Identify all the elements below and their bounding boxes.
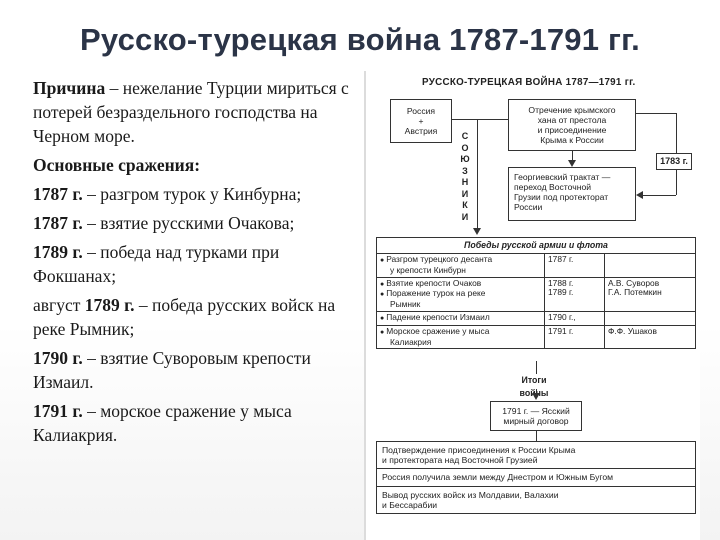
arrow-icon (532, 393, 540, 400)
treaty-box: 1791 г. — Ясский мирный договор (490, 401, 582, 431)
year-1783-box: 1783 г. (656, 153, 692, 170)
battle-item: 1790 г. – взятие Суворовым крепости Измаил. (33, 348, 311, 392)
text-column (33, 76, 363, 452)
results-label: Итоги войны (506, 374, 562, 389)
victories-table (376, 237, 696, 349)
cause-label: Причина (33, 78, 106, 98)
connector (636, 113, 676, 114)
connector (536, 431, 537, 441)
connector (642, 195, 676, 196)
outcome-item: Подтверждение присоединения к России Крыма и протектората над Восточной Грузией (377, 442, 695, 469)
arrow-icon (568, 160, 576, 167)
table-row: ● Морское сражение у мыса Калиакрия 1791 г. Ф.Ф. Ушаков (377, 326, 695, 349)
diagram-title: РУССКО-ТУРЕЦКАЯ ВОЙНА 1787—1791 гг. (422, 77, 636, 88)
battle-item: 1787 г. – разгром турок у Кинбурна; (33, 184, 302, 204)
outcomes-box (376, 441, 696, 514)
cause-text: – нежелание Турции мириться с потерей безраздельного господства на Черном море. (33, 78, 349, 146)
connector (676, 113, 677, 153)
connector (676, 170, 677, 195)
georgievsk-box: Георгиевский трактат — переход Восточной Грузии под протекторат России (508, 167, 636, 221)
battle-item: 1789 г. – победа над турками при Фокшанах; (33, 242, 280, 286)
war-diagram (364, 71, 700, 540)
table-row: ● Разгром турецкого десанта у крепости Кинбурн 1787 г. (377, 254, 695, 278)
arrow-icon (473, 228, 481, 235)
battle-item: август 1789 г. – победа русских войск на реке Рымник; (33, 295, 336, 339)
table-row: ● Взятие крепости Очаков ● Поражение турок на реке Рымник 1788 г. 1789 г. А.В. Суворов Г.А. Потемкин (377, 278, 695, 312)
battles-heading: Основные сражения: (33, 155, 201, 175)
slide-title: Русско-турецкая война 1787-1791 гг. (80, 22, 640, 57)
connector (477, 119, 478, 229)
battle-item: 1787 г. – взятие русскими Очакова; (33, 213, 295, 233)
allies-box: Россия + Австрия (390, 99, 452, 143)
connector (452, 119, 508, 120)
table-row: ● Падение крепости Измаил 1790 г., (377, 312, 695, 326)
crimea-box: Отречение крымского хана от престола и присоединение Крыма к России (508, 99, 636, 151)
victories-header: Победы русской армии и флота (377, 238, 695, 254)
cause-paragraph (33, 76, 363, 148)
battle-item: 1791 г. – морское сражение у мыса Калиакрия. (33, 401, 292, 445)
allies-vertical-label: С О Ю З Н И К И (460, 131, 470, 222)
outcome-item: Вывод русских войск из Молдавии, Валахии и Бессарабии (382, 489, 559, 510)
arrow-icon (636, 191, 643, 199)
outcome-item: Россия получила земли между Днестром и Южным Бугом (377, 469, 695, 486)
